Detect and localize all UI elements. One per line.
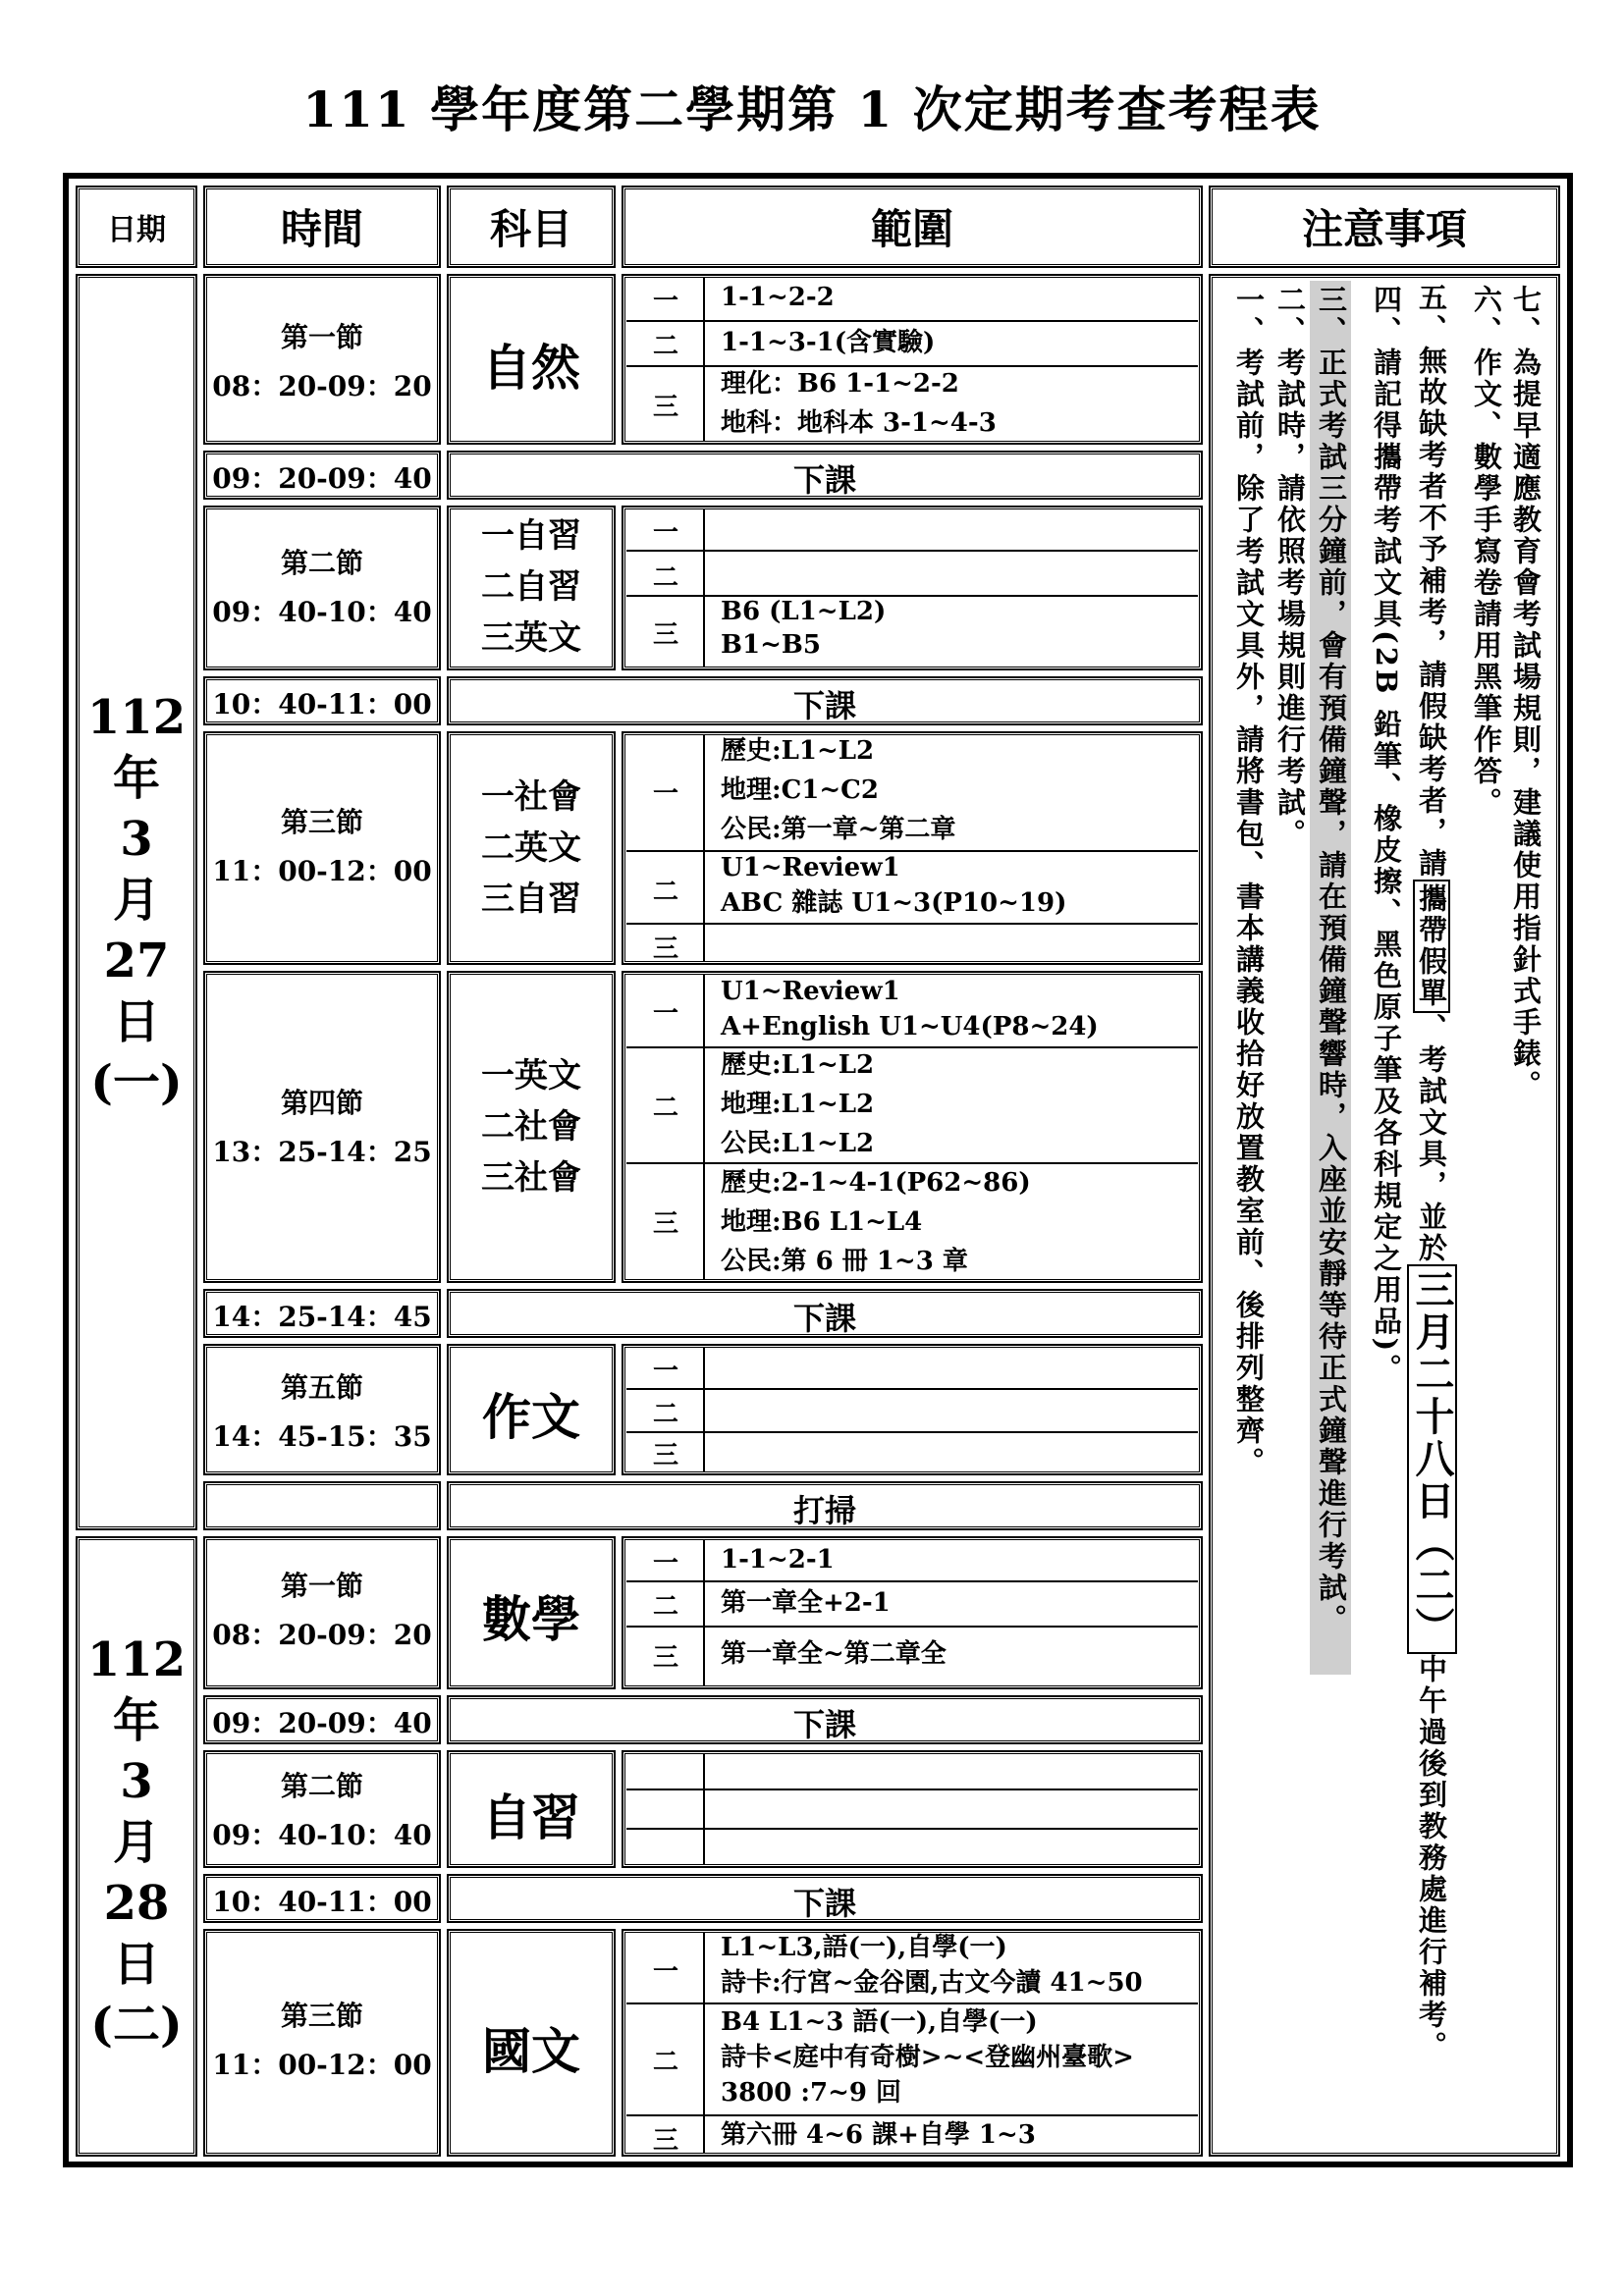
period-time: 13：25-14：25 xyxy=(212,1136,432,1168)
divider xyxy=(626,595,1198,597)
date-year-unit: 年 xyxy=(112,751,160,806)
divider xyxy=(626,550,1198,552)
grade-label: 三 xyxy=(652,1643,678,1673)
period-time: 11：00-12：00 xyxy=(212,855,432,887)
range-text: 歷史:L1~L2 xyxy=(721,736,875,766)
divider xyxy=(626,1388,1198,1390)
break-label: 下課 xyxy=(792,1885,856,1922)
range-text: 理化：B6 1-1~2-2 xyxy=(721,369,959,399)
grade-label: 三 xyxy=(652,2126,678,2156)
grade-label: 二 xyxy=(652,878,678,907)
note-3: 三、正式考試三分鐘前，會有預備鐘聲，請在預備鐘聲響時，入座並安靜等待正式鐘聲進行考試。 xyxy=(1315,285,1348,1635)
divider xyxy=(626,923,1198,925)
date-day: 27 xyxy=(103,934,170,988)
break-label: 下課 xyxy=(792,687,856,724)
range-text: 1-1~2-2 xyxy=(721,283,835,312)
subject-list xyxy=(448,510,615,664)
grade-label: 三 xyxy=(652,1441,678,1470)
subject-name: 國文 xyxy=(482,2022,580,2080)
note-5 xyxy=(1409,283,1455,2109)
subject-item: 二自習 xyxy=(481,567,581,607)
range-text: 1-1~3-1(含實驗) xyxy=(721,328,936,357)
header-notes: 注意事項 xyxy=(1210,187,1559,267)
time-cell xyxy=(204,507,440,669)
period-name: 第五節 xyxy=(280,1371,363,1404)
grade-label: 三 xyxy=(652,934,678,964)
range-cell xyxy=(623,732,1202,964)
date-day2 xyxy=(77,1629,196,2056)
grade-label: 二 xyxy=(652,1400,678,1429)
page-title: 111 學年度第二學期第 1 次定期考查考程表 xyxy=(302,80,1322,138)
date-month: 3 xyxy=(120,1754,153,1809)
range-text: 3800 :7~9 回 xyxy=(721,2078,902,2108)
note-5-boxed-date: 三月二十八日（二） xyxy=(1407,1264,1457,1654)
grade-label: 二 xyxy=(652,1094,678,1123)
note-7: 七、為提早適應教育會考試場規則，建議使用指針式手錶。 xyxy=(1509,285,1543,1101)
range-cell xyxy=(623,507,1202,669)
time-cell xyxy=(204,275,440,444)
header-time: 時間 xyxy=(204,187,440,267)
range-text: 第一章全~第二章全 xyxy=(721,1639,947,1669)
subject-name: 自習 xyxy=(482,1789,580,1846)
range-text: 地理:L1~L2 xyxy=(721,1090,875,1119)
period-time: 08：20-09：20 xyxy=(212,1619,432,1651)
range-text: U1~Review1 xyxy=(721,977,900,1006)
note-5-text: 五、無故缺考者不予補考，請假缺考者，請 xyxy=(1415,283,1448,880)
date-day1 xyxy=(77,687,196,1113)
break-time: 14：25-14：45 xyxy=(212,1301,432,1333)
time-cell xyxy=(204,972,440,1282)
grade-label: 二 xyxy=(652,563,678,593)
subject-name: 數學 xyxy=(482,1590,580,1648)
range-text: 1-1~2-1 xyxy=(721,1545,835,1575)
subject-item: 二社會 xyxy=(481,1107,581,1147)
note-1: 一、考試前，除了考試文具外，請將書包、書本講義收拾好放置教室前、後排列整齊。 xyxy=(1232,285,1266,1478)
break-label: 下課 xyxy=(792,1300,856,1337)
date-weekday: (二) xyxy=(90,1998,183,2053)
header-subject: 科目 xyxy=(448,187,615,267)
note-2: 二、考試時，請依照考場規則進行考試。 xyxy=(1273,285,1307,850)
date-day-unit: 日 xyxy=(112,1937,160,1992)
range-text: 公民:L1~L2 xyxy=(721,1129,875,1158)
range-text: 第六冊 4~6 課+自學 1~3 xyxy=(721,2120,1036,2150)
date-weekday: (一) xyxy=(90,1055,183,1110)
grade-label: 三 xyxy=(652,620,678,650)
divider xyxy=(703,735,705,961)
note-5-boxed-leave-slip: 攜帶假單 xyxy=(1413,880,1450,1013)
break-time: 09：20-09：40 xyxy=(212,1707,432,1739)
grade-label: 一 xyxy=(652,287,678,316)
range-text: B1~B5 xyxy=(721,630,821,660)
date-month-unit: 月 xyxy=(112,1815,160,1870)
divider xyxy=(626,1580,1198,1582)
note-6: 六、作文、數學手寫卷請用黑筆作答。 xyxy=(1470,285,1503,819)
period-name: 第二節 xyxy=(280,1770,363,1802)
range-text: 地理:B6 L1~L4 xyxy=(721,1207,923,1237)
range-text: U1~Review1 xyxy=(721,853,900,882)
grade-label: 一 xyxy=(652,1957,678,1987)
break-time: 10：40-11：00 xyxy=(212,1886,432,1918)
period-name: 第四節 xyxy=(280,1087,363,1119)
range-text: 公民:第 6 冊 1~3 章 xyxy=(721,1247,968,1276)
date-year-unit: 年 xyxy=(112,1693,160,1748)
note-5-line xyxy=(1409,283,1455,2062)
grade-label: 三 xyxy=(652,1209,678,1239)
range-cell xyxy=(623,1345,1202,1474)
divider xyxy=(626,850,1198,852)
range-text: 地理:C1~C2 xyxy=(721,775,879,805)
grade-label: 二 xyxy=(652,332,678,361)
range-text: ABC 雜誌 U1~3(P10~19) xyxy=(721,888,1067,918)
date-day: 28 xyxy=(103,1876,170,1931)
date-month-unit: 月 xyxy=(112,873,160,928)
grade-label: 一 xyxy=(652,779,678,809)
subject-item: 三英文 xyxy=(481,618,581,658)
date-year: 112 xyxy=(86,690,187,745)
range-text: 歷史:L1~L2 xyxy=(721,1050,875,1080)
time-cell xyxy=(204,732,440,964)
grade-label: 二 xyxy=(652,2048,678,2077)
divider xyxy=(626,1431,1198,1433)
subject-item: 一英文 xyxy=(481,1056,581,1095)
break-time: 09：20-09：40 xyxy=(212,462,432,495)
grade-label: 一 xyxy=(652,1549,678,1578)
break-time: 10：40-11：00 xyxy=(212,688,432,721)
subject-item: 二英文 xyxy=(481,828,581,868)
date-month: 3 xyxy=(120,812,153,867)
period-time: 09：40-10：40 xyxy=(212,1819,432,1851)
range-cell xyxy=(623,1751,1202,1867)
grade-label: 一 xyxy=(652,999,678,1029)
cleaning-label: 打掃 xyxy=(792,1492,856,1529)
subject-item: 三自習 xyxy=(481,880,581,919)
subject-list xyxy=(448,772,615,925)
divider xyxy=(626,1046,1198,1048)
note-5-text: 中午過後到教務處進行補考。 xyxy=(1415,1654,1448,2062)
time-cell xyxy=(204,1930,440,2156)
period-time: 08：20-09：20 xyxy=(212,370,432,402)
divider xyxy=(703,1754,705,1864)
time-cell xyxy=(204,1537,440,1688)
range-text: 第一章全+2-1 xyxy=(721,1588,891,1618)
date-day-unit: 日 xyxy=(112,994,160,1049)
subject-item: 三社會 xyxy=(481,1158,581,1198)
range-text: B4 L1~3 語(一),自學(一) xyxy=(721,2007,1038,2037)
period-name: 第三節 xyxy=(280,806,363,838)
subject-list xyxy=(448,1050,615,1203)
range-text: 歷史:2-1~4-1(P62~86) xyxy=(721,1168,1031,1198)
break-label: 下課 xyxy=(792,461,856,499)
range-text: 公民:第一章~第二章 xyxy=(721,815,956,844)
range-text: 地科：地科本 3-1~4-3 xyxy=(721,408,997,438)
time-cell xyxy=(204,1482,440,1529)
range-text: B6 (L1~L2) xyxy=(721,597,887,626)
period-name: 第二節 xyxy=(280,547,363,579)
divider xyxy=(626,1789,1198,1790)
subject-item: 一社會 xyxy=(481,777,581,817)
time-cell xyxy=(204,1345,440,1474)
divider xyxy=(626,320,1198,322)
range-text: L1~L3,語(一),自學(一) xyxy=(721,1933,1007,1962)
period-time: 14：45-15：35 xyxy=(212,1420,432,1453)
subject-name: 自然 xyxy=(482,339,580,397)
period-name: 第一節 xyxy=(280,321,363,353)
date-year: 112 xyxy=(86,1632,187,1687)
note-4: 四、請記得攜帶考試文具(2B 鉛筆、橡皮擦、黑色原子筆及各科規定之用品)。 xyxy=(1370,285,1403,1386)
subject-item: 一自習 xyxy=(481,516,581,556)
grade-label: 三 xyxy=(652,393,678,422)
period-time: 11：00-12：00 xyxy=(212,2049,432,2081)
range-text: 詩卡:行宮~金谷園,古文今讀 41~50 xyxy=(721,1968,1143,1998)
divider xyxy=(626,1828,1198,1830)
grade-label: 一 xyxy=(652,1357,678,1386)
header-range: 範圍 xyxy=(623,187,1202,267)
range-text: A+English U1~U4(P8~24) xyxy=(721,1012,1099,1041)
grade-label: 一 xyxy=(652,518,678,548)
range-text: 詩卡<庭中有奇樹>~<登幽州臺歌> xyxy=(721,2043,1134,2072)
period-name: 第一節 xyxy=(280,1570,363,1602)
note-5-text: 、考試文具，並於 xyxy=(1415,1013,1448,1264)
period-time: 09：40-10：40 xyxy=(212,596,432,628)
grade-label: 二 xyxy=(652,1592,678,1622)
period-name: 第三節 xyxy=(280,2000,363,2032)
subject-name: 作文 xyxy=(482,1388,580,1446)
divider xyxy=(626,1626,1198,1628)
header-date: 日期 xyxy=(77,187,196,267)
break-label: 下課 xyxy=(792,1706,856,1743)
